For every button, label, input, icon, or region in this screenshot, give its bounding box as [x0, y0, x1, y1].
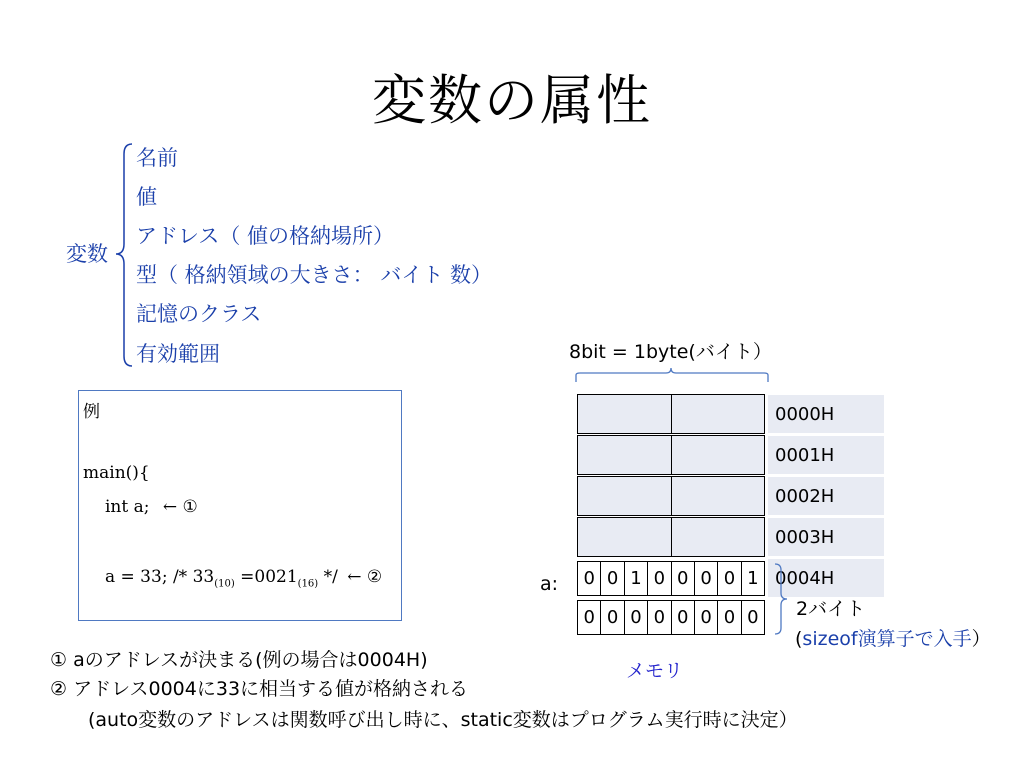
- attribute-value: 値: [136, 185, 157, 209]
- slide-title: 変数の属性: [372, 69, 652, 132]
- address-0000: 0000H: [768, 395, 884, 433]
- two-byte-label: 2バイト: [796, 598, 866, 620]
- attribute-scope: 有効範囲: [136, 342, 220, 366]
- bit-cell: 0: [671, 562, 694, 595]
- two-byte-brace: [773, 562, 789, 636]
- bit-cell: 0: [694, 601, 717, 634]
- memory-row-0005-bits: [577, 600, 765, 635]
- code-line-declaration: [105, 497, 198, 517]
- byte-brace: [574, 366, 770, 384]
- code-line-main: main(){: [83, 463, 150, 483]
- address-0003: 0003H: [768, 518, 884, 556]
- attribute-brace: [112, 140, 136, 372]
- bit-cell: 0: [717, 601, 740, 634]
- sizeof-open-paren: (: [795, 628, 803, 650]
- code-subscript-decimal: (10): [214, 578, 235, 590]
- note-three: (auto変数のアドレスは関数呼び出し時に、static変数はプログラム実行時に決定）: [88, 709, 798, 731]
- bit-cell: 1: [741, 562, 764, 595]
- memory-row-0004-bits: [577, 561, 765, 596]
- bit-cell: 0: [647, 562, 670, 595]
- attribute-type: 型（ 格納領域の大きさ： バイト 数）: [136, 263, 493, 287]
- code-line-assignment: [105, 567, 382, 589]
- variable-a-label: a:: [540, 573, 559, 595]
- attribute-address: アドレス（ 値の格納場所）: [136, 224, 395, 248]
- bit-cell: 0: [600, 562, 623, 595]
- code-subscript-hex: (16): [297, 578, 319, 590]
- memory-row-0001: [577, 435, 765, 475]
- note-one: ① aのアドレスが決まる(例の場合は0004H): [50, 649, 428, 671]
- bit-cell: 0: [694, 562, 717, 595]
- note-two: ② アドレス0004に33に相当する値が格納される: [50, 678, 469, 700]
- memory-row-0002: [577, 476, 765, 516]
- example-code-box: [78, 390, 402, 621]
- bit-cell: 0: [671, 601, 694, 634]
- address-0001: 0001H: [768, 436, 884, 474]
- sizeof-note: [795, 624, 991, 651]
- code-declaration-text: int a;: [105, 497, 150, 517]
- address-0002: 0002H: [768, 477, 884, 515]
- bit-cell: 0: [647, 601, 670, 634]
- marker-one: ← ①: [162, 497, 198, 517]
- sizeof-close-paren: ）: [971, 628, 991, 650]
- variable-label: 変数: [66, 242, 108, 266]
- bit-cell: 0: [741, 601, 764, 634]
- code-assignment-text: a = 33; /* 33: [105, 567, 215, 587]
- bit-cell: 0: [583, 568, 595, 589]
- bit-cell: 1: [624, 562, 647, 595]
- bit-cell: 0: [717, 562, 740, 595]
- byte-caption: 8bit = 1byte(バイト）: [569, 341, 772, 363]
- example-heading: 例: [83, 402, 100, 422]
- bit-cell: 0: [624, 601, 647, 634]
- sizeof-text: sizeof演算子で入手: [802, 628, 972, 650]
- attribute-name: 名前: [136, 146, 178, 170]
- marker-two: ← ②: [347, 567, 383, 587]
- memory-label: メモリ: [626, 660, 684, 682]
- bit-cell: 0: [600, 601, 623, 634]
- memory-row-0000: [577, 394, 765, 434]
- address-0004: 0004H: [768, 559, 884, 597]
- memory-row-0003: [577, 517, 765, 557]
- attribute-storage-class: 記憶のクラス: [136, 302, 262, 326]
- code-assignment-hex: =0021: [234, 567, 298, 587]
- code-comment-end: */: [318, 567, 338, 587]
- bit-cell: 0: [583, 607, 595, 628]
